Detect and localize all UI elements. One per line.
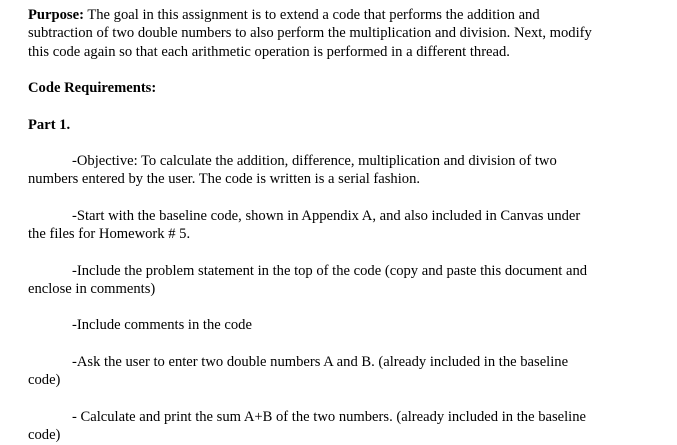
item-text: -Include the problem statement in the top of the code (copy and paste this document and — [72, 262, 588, 279]
purpose-paragraph — [28, 6, 677, 61]
purpose-text: this code again so that each arithmetic operation is performed in a different thread. — [28, 43, 510, 60]
item-text: enclose in comments) — [28, 280, 156, 297]
item-text: - Calculate and print the sum A+B of the two numbers. (already included in the baseline — [72, 408, 587, 425]
item-text: -Ask the user to enter two double numbers A and B. (already included in the baseline — [72, 353, 569, 370]
item-text: -Objective: To calculate the addition, difference, multiplication and division of two — [72, 153, 557, 169]
baseline-item — [28, 207, 677, 244]
item-text: numbers entered by the user. The code is written is a serial fashion. — [28, 171, 421, 188]
purpose-text: subtraction of two double numbers to also perform the multiplication and division. Next, modify — [28, 25, 592, 42]
ask-user-item — [28, 353, 677, 390]
objective-item — [28, 152, 677, 189]
part1-heading: Part 1. — [28, 116, 71, 133]
purpose-text: The goal in this assignment is to extend a code that performs the addition and — [83, 7, 540, 23]
item-text: the files for Homework # 5. — [28, 226, 191, 242]
item-text: code) — [28, 426, 61, 443]
comments-item — [28, 316, 677, 334]
sum-item — [28, 408, 677, 445]
item-text: -Start with the baseline code, shown in Appendix A, and also included in Canvas under — [72, 207, 581, 224]
document-page — [28, 6, 677, 444]
purpose-label: Purpose: — [28, 7, 84, 23]
code-requirements-heading: Code Requirements: — [28, 80, 157, 96]
item-text: -Include comments in the code — [72, 317, 252, 334]
problem-statement-item — [28, 262, 677, 299]
item-text: code) — [28, 372, 61, 388]
